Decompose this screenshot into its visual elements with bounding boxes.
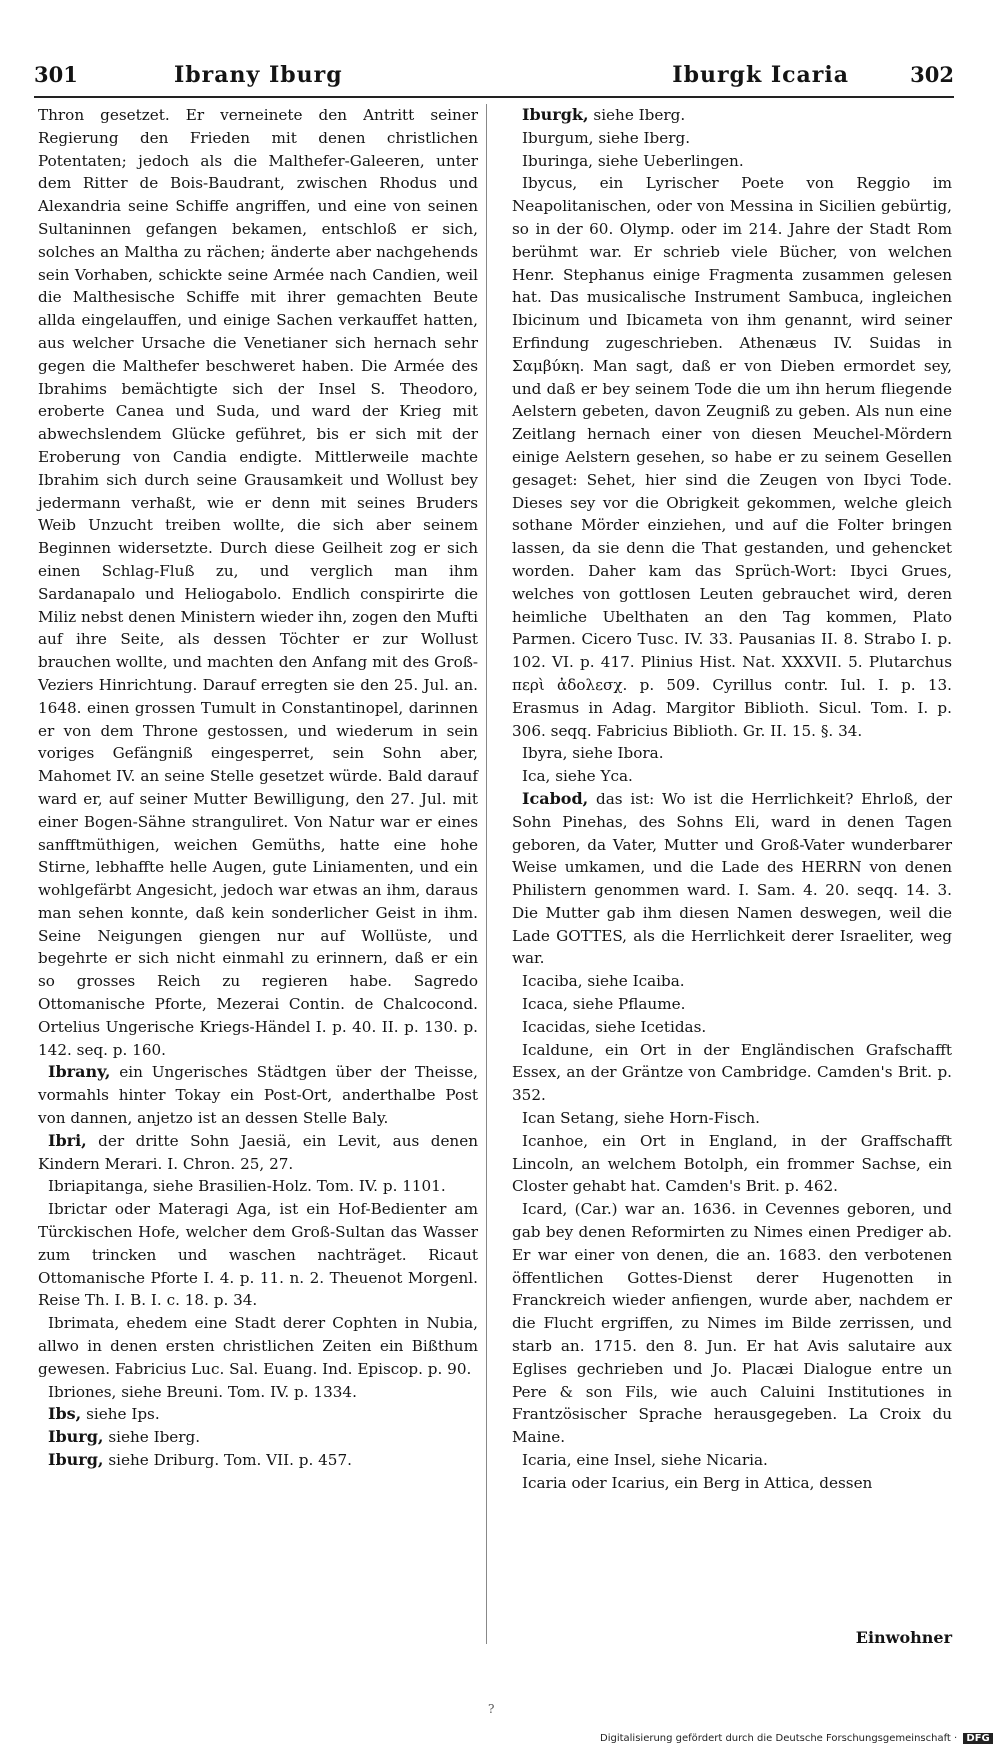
entry-headword: Iburg, (48, 1427, 104, 1447)
running-head-left: Ibrany Iburg (174, 62, 343, 88)
entry-text: Ibyra, siehe Ibora. (522, 744, 664, 763)
running-head-right: Iburgk Icaria (672, 62, 849, 88)
entry-text: Icaria, eine Insel, siehe Nicaria. (522, 1451, 768, 1470)
entry-text: Icaciba, siehe Icaiba. (522, 972, 685, 991)
entry-headword: Ibri, (48, 1130, 87, 1150)
dictionary-entry (38, 1403, 478, 1426)
footer-text: Digitalisierung gefördert durch die Deutsche Forschungsgemeinschaft · (600, 1733, 958, 1744)
dictionary-entry (512, 765, 952, 788)
entry-text: Ibriones, siehe Breuni. Tom. IV. p. 1334. (48, 1382, 357, 1401)
dictionary-entry (512, 993, 952, 1016)
dictionary-entry (512, 970, 952, 993)
dictionary-entry (512, 788, 952, 970)
entry-text: Icanhoe, ein Ort in England, in der Graffschafft Lincoln, an welchem Botolph, ein frommer Sachse, ein Closter gehabt hat. Camden's Brit. p. 462. (512, 1131, 952, 1196)
entry-headword: Iburg, (48, 1450, 104, 1470)
entry-text: Icaldune, ein Ort in der Engländischen Grafschafft Essex, an der Gräntze von Cambridge. Camden's Brit. p. 352. (512, 1040, 952, 1105)
dictionary-entry (38, 1381, 478, 1404)
dictionary-entry (512, 1130, 952, 1198)
dictionary-entry (512, 1472, 952, 1495)
dictionary-entry (512, 1016, 952, 1039)
dictionary-entry (512, 127, 952, 150)
continued-paragraph (38, 104, 478, 1061)
entry-text: Ibrictar oder Materagi Aga, ist ein Hof-Bedienter am Türckischen Hofe, welcher dem Groß-Sultan das Wasser zum trincken und waschen nachträget. Ricaut Ottomanische Pforte I. 4. p. 11. n. 2. Theuenot Morgenl. Reise Th. I. B. I. c. 18. p. 34. (38, 1200, 478, 1310)
dictionary-entry (38, 1061, 478, 1129)
entry-headword: Iburgk, (522, 105, 589, 124)
dictionary-entry (38, 1312, 478, 1380)
entry-text: Ican Setang, siehe Horn-Fisch. (522, 1109, 760, 1128)
entry-headword: Ibrany, (48, 1062, 111, 1082)
dictionary-entry (38, 1198, 478, 1312)
entry-text: siehe Driburg. Tom. VII. p. 457. (103, 1451, 352, 1470)
entry-text: Iburinga, siehe Ueberlingen. (522, 151, 744, 170)
page-number-right: 302 (910, 62, 954, 87)
entry-text: Icacidas, siehe Icetidas. (522, 1017, 707, 1036)
entry-text: Iburgum, siehe Iberg. (522, 128, 691, 147)
left-column (38, 104, 478, 1472)
page-number-left: 301 (34, 62, 78, 87)
entry-text: das ist: Wo ist die Herrlichkeit? Ehrloß, der Sohn Pinehas, des Sohns Eli, ward in denen Tagen geboren, da Vater, Mutter und Groß-Vater wunderbarer Weise umkamen, und die Lade des HERRN von denen Philistern genommen ward. I. Sam. 4. 20. seqq. 14. 3. Die Mutter gab ihm diesen Namen deswegen, weil die Lade GOTTES, als die Herrlichkeit derer Israeliter, weg war. (512, 789, 952, 968)
entry-text: Thron gesetzet. Er verneinete den Antritt seiner Regierung den Frieden mit denen christlichen Potentaten; jedoch als die Malthefer-Galeeren, unter dem Ritter de Bois-Baudrant, zwischen Rhodus und Alexandria seine Schiffe angriffen, und eine von seinen Sultaninnen gefangen bekamen, entschloß er sich, solches an Maltha zu rächen; änderte aber nachgehends sein Vorhaben, schickte seine Armée nach Candien, weil die Malthesische Schiffe mit ihrer gemachten Beute allda eingelauffen, und einige Sachen verkauffet hatten, aus welcher Ursache die Venetianer sich hernach sehr gegen die Malthefer beschweret haben. Die Armée des Ibrahims bemächtigte sich der Insel S. Theodoro, eroberte Canea und Suda, und ward der Krieg mit abwechslendem Glücke geführet, bis er sich mit der Eroberung von Candia endigte. Mittlerweile machte Ibrahim sich durch seine Grausamkeit und Wollust bey jedermann verhaßt, wie er denn mit seines Bruders Weib Unzucht treiben wollte, die sich aber seinem Beginnen widersetzte. Durch diese Geilheit zog er sich einen Schlag-Fluß zu, und verglich man ihm Sardanapalo und Heliogabolo. Endlich conspirirte die Miliz nebst denen Ministern wieder ihn, zogen den Mufti auf ihre Seite, als dessen Töchter er zur Wollust brauchen wollte, und machten den Anfang mit des Groß-Veziers Hinrichtung. Darauf erregten sie den 25. Jul. an. 1648. einen grossen Tumult in Constantinopel, darinnen er von dem Throne gestossen, und wiederum in sein voriges Gefängniß eingesperret, sein Sohn aber, Mahomet IV. an seine Stelle gesetzet würde. Bald darauf ward er, auf seiner Mutter Bewilligung, den 27. Jul. mit einer Bogen-Sähne stranguliret. Von Natur war er eines sanfftmüthigen, weichen Gemüths, hatte eine hohe Stirne, lebhaffte helle Augen, gute Liniamenten, und ein wohlgefärbt Angesicht, jedoch war etwas an ihm, daraus man sehen konnte, daß kein sonderlicher Geist in ihm. Seine Neigungen giengen nur auf Wollüste, und begehrte er sich nicht einmahl zu erinnern, daß er ein so grosses Reich zu regieren habe. Sagredo Ottomanische Pforte, Mezerai Contin. de Chalcocond. Ortelius Ungerische Kriegs-Händel I. p. 40. II. p. 130. p. 142. seq. p. 160. (38, 106, 478, 1059)
entry-text: Icaria oder Icarius, ein Berg in Attica, dessen (522, 1473, 873, 1492)
dictionary-entry (512, 172, 952, 742)
entry-text: Ibriapitanga, siehe Brasilien-Holz. Tom. IV. p. 1101. (48, 1177, 446, 1196)
column-divider (486, 104, 487, 1644)
right-column (512, 104, 952, 1495)
entry-text: der dritte Sohn Jaesiä, ein Levit, aus denen Kindern Merari. I. Chron. 25, 27. (38, 1131, 478, 1173)
entry-text: Ibrimata, ehedem eine Stadt derer Cophten in Nubia, allwo in denen ersten christlichen Zeiten ein Bißthum gewesen. Fabricius Luc. Sal. Euang. Ind. Episcop. p. 90. (38, 1314, 478, 1378)
dictionary-entry (512, 150, 952, 173)
entry-text: Ibycus, ein Lyrischer Poete von Reggio im Neapolitanischen, oder von Messina in Sicilien gebürtig, so in der 60. Olymp. oder im 214. Jahre der Stadt Rom berühmt war. Er schrieb viele Bücher, von welchen Henr. Stephanus einige Fragmenta zusammen gelesen hat. Das musicalische Instrument Sambuca, ingleichen Ibicinum und Ibicameta von ihm genannt, wird seiner Erfindung zugeschrieben. Athenæus IV. Suidas in Σαμβύκη. Man sagt, daß er von Dieben ermordet sey, und daß er bey seinem Tode die um ihn herum fliegende Aelstern gebeten, davon Zeugniß zu geben. Als nun eine Zeitlang hernach einer von diesen Meuchel-Mördern einige Aelstern gesehen, so habe er zu seinem Gesellen gesaget: Sehet, hier sind die Zeugen von Ibyci Tode. Dieses sey vor die Obrigkeit gekommen, welche gleich sothane Mörder einziehen, und auf die Folter bringen lassen, da sie denn die That gestanden, und gehencket worden. Daher kam das Sprüch-Wort: Ibyci Grues, welches von gottlosen Leuten gebrauchet wird, deren heimliche Ubelthaten an den Tag kommen, Plato Parmen. Cicero Tusc. IV. 33. Pausanias II. 8. Strabo I. p. 102. VI. p. 417. Plinius Hist. Nat. XXXVII. 5. Plutarchus περὶ ἀδολεσχ. p. 509. Cyrillus contr. Iul. I. p. 13. Erasmus in Adag. Margitor Biblioth. Sicul. Tom. I. p. 306. seqq. Fabricius Biblioth. Gr. II. 15. §. 34. (512, 174, 952, 740)
entry-text: Icaca, siehe Pflaume. (522, 995, 686, 1014)
entry-text: siehe Ips. (81, 1405, 160, 1424)
dictionary-entry (38, 1175, 478, 1198)
bottom-mark: ? (488, 1702, 495, 1716)
dictionary-entry (512, 1449, 952, 1472)
header-rule (34, 96, 954, 98)
entry-text: siehe Iberg. (103, 1428, 201, 1447)
entry-text: siehe Iberg. (588, 106, 686, 124)
dfg-logo: DFG (963, 1733, 992, 1744)
dictionary-entry (38, 1426, 478, 1449)
entry-text: Icard, (Car.) war an. 1636. in Cevennes geboren, und gab bey denen Reformirten zu Nimes einen Prediger ab. Er war einer von denen, die an. 1683. den verbotenen öffentlichen Gottes-Dienst derer Hugenotten in Franckreich wieder anfiengen, wurde aber, nachdem er die Flucht ergriffen, zu Nimes im Bilde zerrissen, und starb an. 1715. den 8. Jun. Er hat Avis salutaire aux Eglises gechrieben und Jo. Placæi Dialogue entre un Pere & son Fils, wie auch Caluini Institutiones in Frantzösischer Sprache herausgegeben. La Croix du Maine. (512, 1200, 952, 1447)
dictionary-entry (512, 104, 952, 127)
dictionary-entry (512, 1198, 952, 1449)
entry-text: ein Ungerisches Städtgen über der Theisse, vormahls hinter Tokay ein Post-Ort, anderthalbe Post von dannen, anjetzo ist an dessen Stelle Baly. (38, 1063, 478, 1128)
dictionary-entry (512, 1107, 952, 1130)
catchword: Einwohner (855, 1628, 952, 1647)
entry-headword: Icabod, (522, 788, 589, 808)
entry-text: Ica, siehe Yca. (522, 767, 633, 786)
dictionary-entry (38, 1130, 478, 1176)
dictionary-entry (38, 1449, 478, 1472)
digitization-footer (600, 1733, 993, 1744)
dictionary-entry (512, 742, 952, 765)
entry-headword: Ibs, (48, 1404, 82, 1424)
dictionary-entry (512, 1039, 952, 1107)
